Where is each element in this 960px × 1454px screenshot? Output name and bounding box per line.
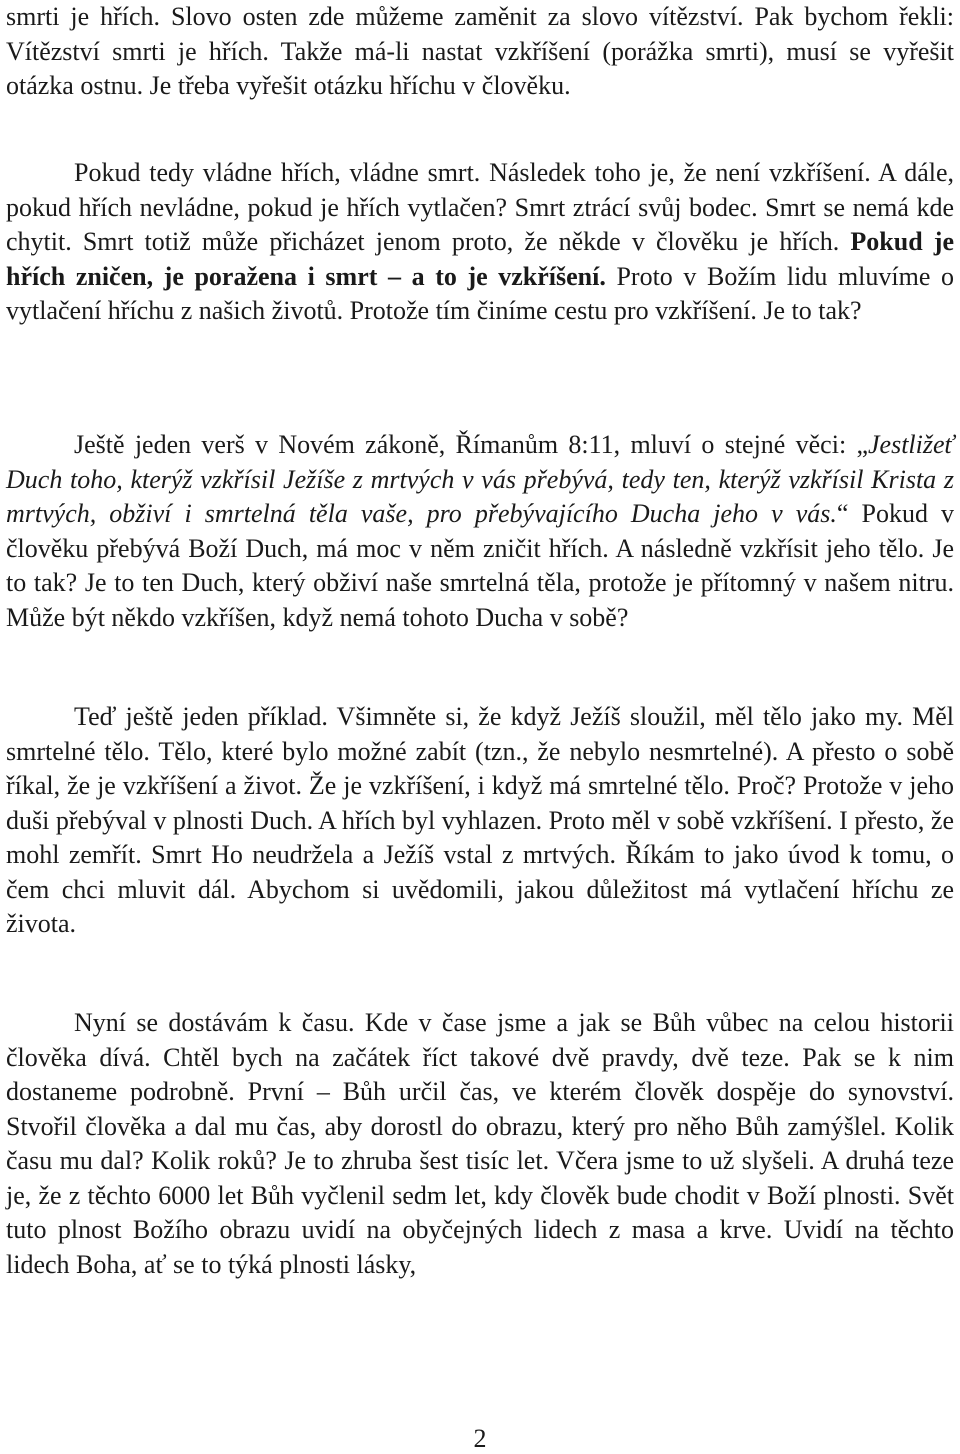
paragraph-2-text-end: Proto v Božím lidu mluvíme o vytlačení hříchu z našich životů. Protože tím činíme cestu pro vzkříšení. Je to tak? <box>6 261 954 325</box>
paragraph-5 <box>6 1006 954 1282</box>
page-number: 2 <box>473 1424 487 1453</box>
paragraph-4 <box>6 700 954 942</box>
paragraph-3 <box>6 428 954 635</box>
paragraph-2 <box>6 156 954 329</box>
paragraph-5-text: Nyní se dostávám k času. Kde v čase jsme a jak se Bůh vůbec na celou historii člověka dívá. Chtěl bych na začátek říct takové dvě pravdy, dvě teze. Pak se k nim dostaneme podrobně. První – Bůh určil čas, ve kterém člověk dospěje do synovství. Stvořil člověka a dal mu čas, aby dorostl do obrazu, který pro něho Bůh zamýšlel. Kolik času mu dal? Kolik roků? Je to zhruba šest tisíc let. Včera jsme to už slyšeli. A druhá teze je, že z těchto 6000 let Bůh vyčlenil sedm let, kdy člověk bude chodit v Boží plnosti. Svět tuto plnost Božího obrazu uvidí na obyčejných lidech z masa a krve. Uvidí na těchto lidech Boha, ať se to týká plnosti lásky, <box>6 1008 954 1279</box>
paragraph-1-text: smrti je hřích. Slovo osten zde můžeme zaměnit za slovo vítězství. Pak bychom řekli: Vítězství smrti je hřích. Takže má-li nastat vzkříšení (porážka smrti), musí se vyřešit otázka ostnu. Je třeba vyřešit otázku hříchu v člověku. <box>6 2 954 100</box>
paragraph-2-text: Pokud tedy vládne hřích, vládne smrt. Následek toho je, že není vzkříšení. A dále, pokud hřích nevládne, pokud je hřích vytlačen? Smrt ztrácí svůj bodec. Smrt se nemá kde chytit. Smrt totiž může přicházet jenom proto, že někde v člověku je hřích. <box>6 158 954 256</box>
paragraph-3-bible-quote: Jestližeť Duch toho, kterýž vzkřísil Ježíše z mrtvých v vás přebývá, tedy ten, kterýž vzkřísil Krista z mrtvých, obživí i smrtelná těla vaše, pro přebývajícího Ducha jeho v vás. <box>6 430 954 528</box>
paragraph-2-bold-text: Pokud je hřích zničen, je poražena i smrt – a to je vzkříšení. <box>6 227 954 291</box>
paragraph-4-text: Teď ještě jeden příklad. Všimněte si, že když Ježíš sloužil, měl tělo jako my. Měl smrtelné tělo. Tělo, které bylo možné zabít (tzn., že nebylo nesmrtelné). A přesto o sobě říkal, že je vzkříšení a život. Že je vzkříšení, i když má smrtelné tělo. Proč? Protože v jeho duši přebýval v plnosti Duch. A hřích byl vyhlazen. Proto měl v sobě vzkříšení. I přesto, že mohl zemřít. Smrt Ho neudržela a Ježíš vstal z mrtvých. Říkám to jako úvod k tomu, o čem chci mluvit dál. Abychom si uvědomili, jakou důležitost má vytlačení hříchu ze života. <box>6 702 954 938</box>
paragraph-3-text: Ještě jeden verš v Novém zákoně, Římanům 8:11, mluví o stejné věci: „ <box>74 430 868 459</box>
paragraph-3-text-end: “ Pokud v člověku přebývá Boží Duch, má moc v něm zničit hřích. A následně vzkřísit jeho tělo. Je to tak? Je to ten Duch, který obživí naše smrtelná těla, protože je přítomný v našem nitru. Může být někdo vzkříšen, když nemá tohoto Ducha v sobě? <box>6 499 955 632</box>
paragraph-1 <box>6 0 954 104</box>
